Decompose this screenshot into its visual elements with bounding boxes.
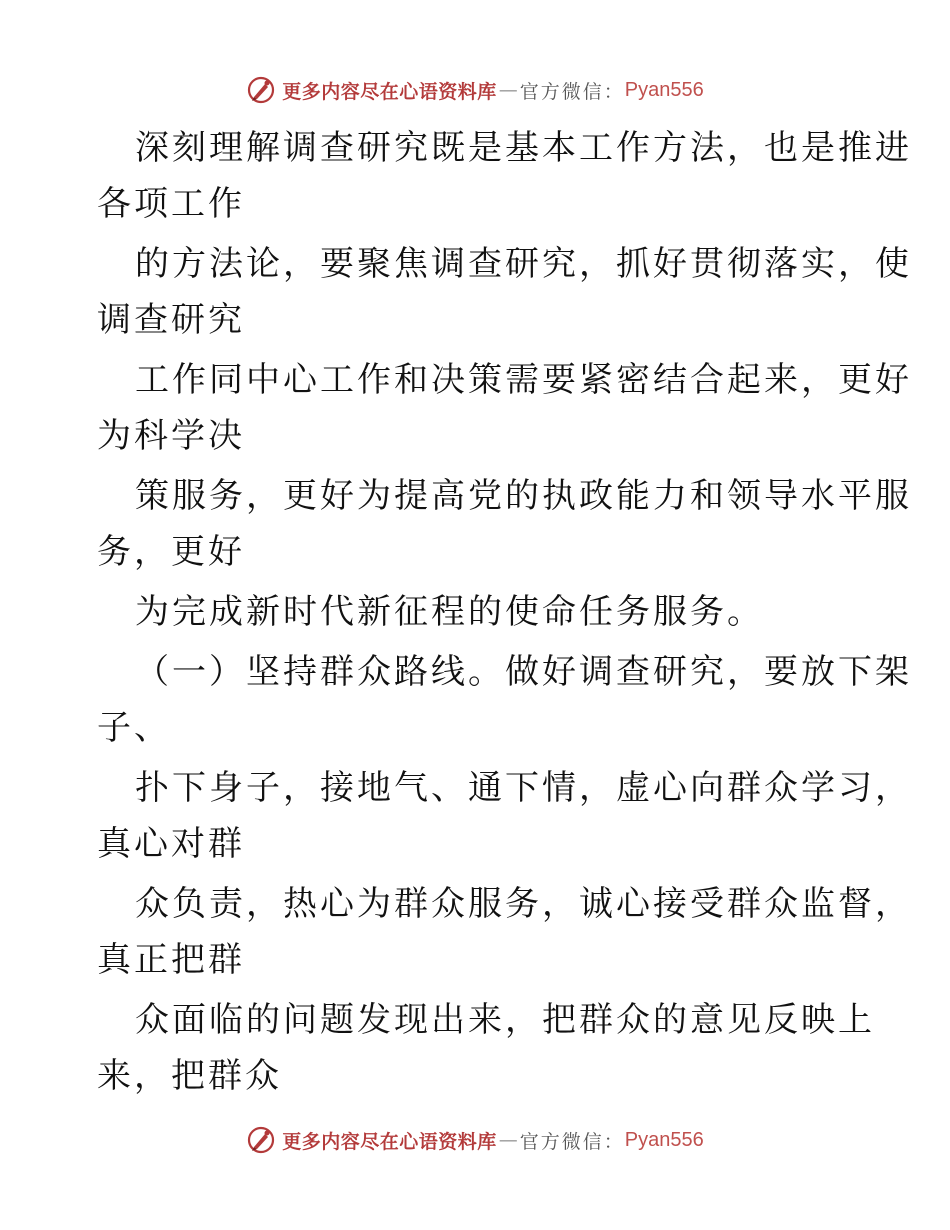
footer-banner [0, 1120, 950, 1160]
body-line: 务，更好 [97, 532, 245, 572]
header-dash: — [498, 79, 518, 101]
footer-dash: — [498, 1129, 518, 1151]
body-line: 子、 [97, 708, 171, 748]
header-wechat-handle: Pyan556 [624, 78, 704, 101]
body-line: （一）坚持群众路线。做好调查研究，要放下架 [135, 652, 912, 692]
body-line: 来，把群众 [97, 1056, 282, 1096]
footer-wechat-handle: Pyan556 [624, 1128, 704, 1151]
body-line: 的方法论，要聚焦调查研究，抓好贯彻落实，使 [135, 244, 912, 284]
body-line: 众面临的问题发现出来，把群众的意见反映上 [135, 1000, 875, 1040]
body-line: 众负责，热心为群众服务，诚心接受群众监督， [135, 884, 912, 924]
body-line: 扑下身子，接地气、通下情，虚心向群众学习， [135, 768, 912, 808]
body-line: 真正把群 [97, 940, 245, 980]
body-line: 为科学决 [97, 416, 245, 456]
body-line: 策服务，更好为提高党的执政能力和领导水平服 [135, 476, 912, 516]
header-site-text: 更多内容尽在心语资料库 [282, 80, 497, 103]
header-official-label: 官方微信： [519, 80, 625, 103]
pen-logo-icon [246, 1125, 276, 1155]
body-line: 工作同中心工作和决策需要紧密结合起来，更好 [135, 360, 912, 400]
body-line: 各项工作 [97, 184, 245, 224]
body-line: 真心对群 [97, 824, 245, 864]
pen-logo-icon [246, 75, 276, 105]
footer-site-text: 更多内容尽在心语资料库 [282, 1130, 497, 1153]
body-line: 为完成新时代新征程的使命任务服务。 [135, 592, 764, 632]
body-line: 调查研究 [97, 300, 245, 340]
body-line: 深刻理解调查研究既是基本工作方法，也是推进 [135, 128, 912, 168]
footer-official-label: 官方微信： [519, 1130, 625, 1153]
header-banner [0, 70, 950, 110]
